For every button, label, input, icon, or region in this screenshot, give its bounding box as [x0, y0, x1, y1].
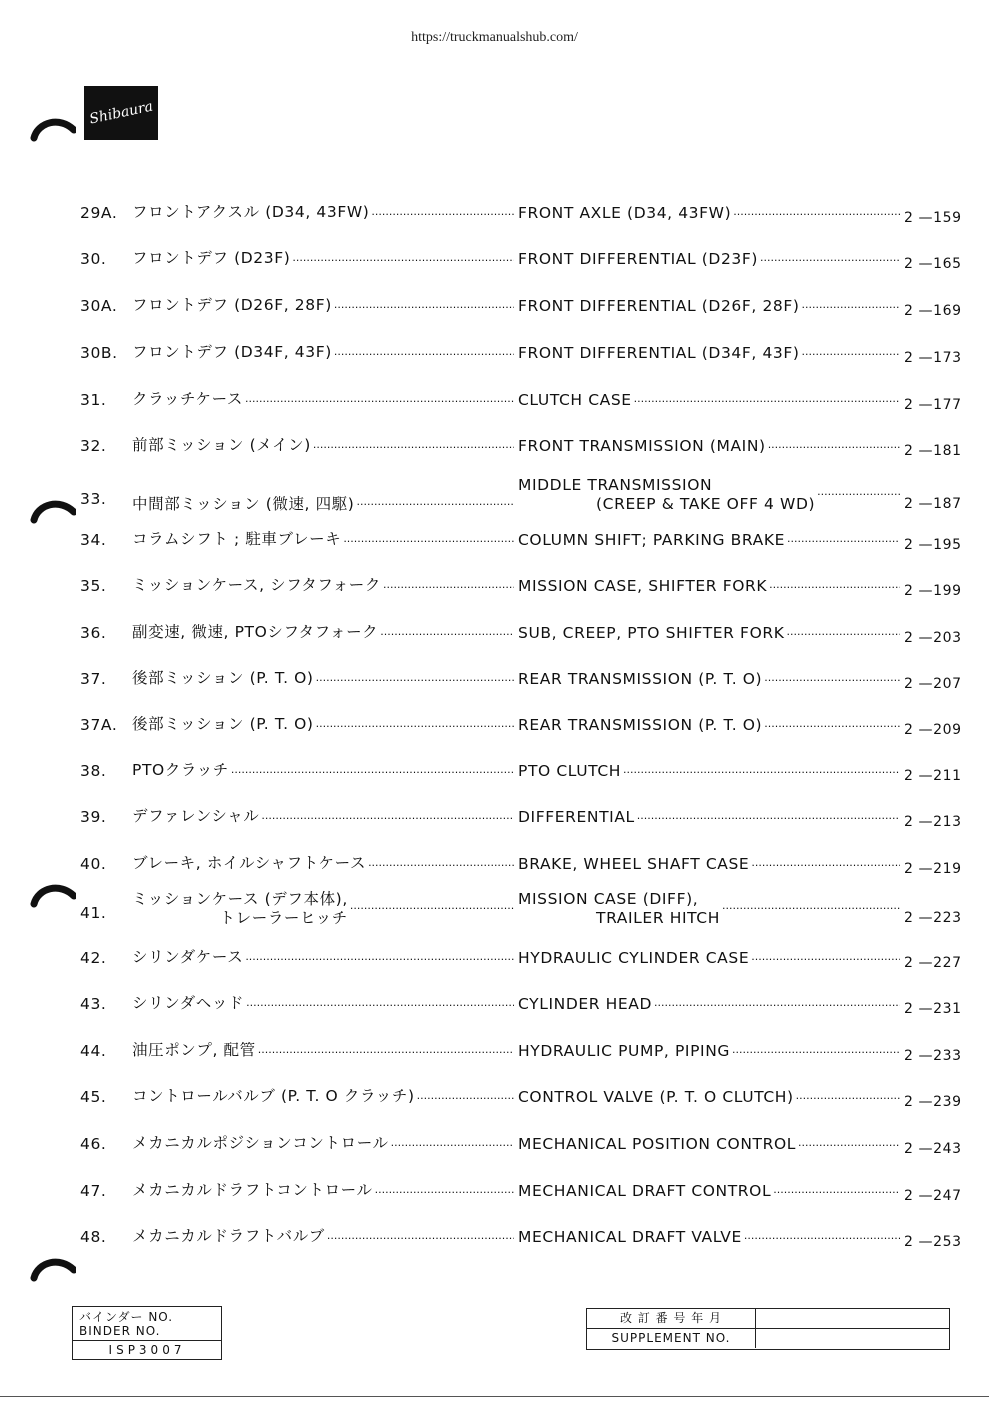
- toc-japanese-title-line1: ミッションケース (デフ本体),: [132, 890, 348, 908]
- dot-leader: [350, 902, 514, 916]
- dot-leader: [261, 812, 514, 826]
- punch-hole-icon: [30, 1252, 76, 1282]
- toc-page-number[interactable]: 2 —177: [904, 397, 962, 413]
- dot-leader: [371, 208, 514, 222]
- dot-leader: [769, 581, 900, 595]
- toc-row: [80, 656, 960, 696]
- dot-leader: [798, 1139, 900, 1153]
- dot-leader: [764, 720, 900, 734]
- toc-section-number: 32.: [80, 437, 107, 455]
- binder-label-en: BINDER NO.: [79, 1324, 161, 1338]
- binder-code: ISP3007: [108, 1343, 186, 1357]
- supplement-label-jp: 改 訂 番 号 年 月: [587, 1309, 756, 1329]
- toc-row: [80, 935, 960, 975]
- dot-leader: [417, 1092, 514, 1106]
- toc-japanese-title: 後部ミッション (P. T. O) ·····: [132, 712, 516, 734]
- toc-row: [80, 283, 960, 323]
- toc-section-number: 43.: [80, 995, 107, 1013]
- binder-number-box: [72, 1306, 222, 1360]
- toc-page-number[interactable]: 2 —223: [904, 910, 962, 926]
- toc-row: [80, 702, 960, 742]
- toc-section-number: 30.: [80, 250, 107, 268]
- toc-english-title: PTO CLUTCH ·····: [518, 762, 902, 780]
- toc-row: [80, 981, 960, 1021]
- shibaura-logo: [84, 86, 158, 140]
- logo-text: Shibaura: [87, 98, 155, 128]
- toc-japanese-title: コントロールバルブ (P. T. O クラッチ) ·····: [132, 1084, 516, 1106]
- toc-japanese-title: デファレンシャル ·····: [132, 804, 516, 826]
- toc-page-number[interactable]: 2 —227: [904, 955, 962, 971]
- toc-row: [80, 882, 960, 930]
- dot-leader: [391, 1139, 514, 1153]
- toc-english-title: HYDRAULIC PUMP, PIPING ·····: [518, 1042, 902, 1060]
- toc-english-title: REAR TRANSMISSION (P. T. O) ·····: [518, 716, 902, 734]
- toc-english-title: BRAKE, WHEEL SHAFT CASE ·····: [518, 855, 902, 873]
- toc-page-number[interactable]: 2 —173: [904, 350, 962, 366]
- toc-japanese-title: フロントデフ (D23F) ·····: [132, 246, 516, 268]
- supplement-label-en: SUPPLEMENT NO.: [587, 1329, 756, 1348]
- dot-leader: [796, 1092, 900, 1106]
- toc-row: [80, 748, 960, 788]
- toc-row: [80, 841, 960, 881]
- toc-japanese-title: メカニカルポジションコントロール ·····: [132, 1131, 516, 1153]
- toc-japanese-title: ミッションケース, シフタフォーク ·····: [132, 573, 516, 595]
- toc-section-number: 33.: [80, 490, 107, 508]
- toc-row: [80, 468, 960, 516]
- dot-leader: [773, 1186, 900, 1200]
- toc-japanese-title: [132, 890, 516, 928]
- dot-leader: [313, 441, 514, 455]
- dot-leader: [817, 488, 900, 502]
- toc-page-number[interactable]: 2 —233: [904, 1048, 962, 1064]
- toc-section-number: 39.: [80, 808, 107, 826]
- toc-page-number[interactable]: 2 —199: [904, 583, 962, 599]
- toc-page-number[interactable]: 2 —207: [904, 676, 962, 692]
- toc-row: [80, 236, 960, 276]
- toc-row: [80, 377, 960, 417]
- toc-japanese-title: 中間部ミッション (微速, 四駆) ·····: [132, 495, 516, 514]
- toc-english-title: MECHANICAL POSITION CONTROL ·····: [518, 1135, 902, 1153]
- toc-page-number[interactable]: 2 —169: [904, 303, 962, 319]
- toc-section-number: 46.: [80, 1135, 107, 1153]
- toc-section-number: 37.: [80, 670, 107, 688]
- toc-japanese-title: 前部ミッション (メイン) ·····: [132, 433, 516, 455]
- dot-leader: [802, 348, 900, 362]
- dot-leader: [768, 441, 900, 455]
- dot-leader: [380, 628, 514, 642]
- dot-leader: [744, 1232, 900, 1246]
- toc-section-number: 37A.: [80, 716, 118, 734]
- toc-english-title: MECHANICAL DRAFT VALVE ·····: [518, 1228, 902, 1246]
- toc-english-title: FRONT DIFFERENTIAL (D26F, 28F) ·····: [518, 297, 902, 315]
- toc-page-number[interactable]: 2 —219: [904, 861, 962, 877]
- toc-section-number: 34.: [80, 531, 107, 549]
- source-url[interactable]: https://truckmanualshub.com/: [411, 30, 578, 45]
- toc-english-title: CLUTCH CASE ·····: [518, 391, 902, 409]
- dot-leader: [292, 254, 514, 268]
- dot-leader: [245, 395, 514, 409]
- toc-japanese-title: 後部ミッション (P. T. O) ·····: [132, 666, 516, 688]
- supplement-box: [586, 1308, 950, 1350]
- dot-leader: [383, 581, 514, 595]
- dot-leader: [637, 812, 900, 826]
- toc-japanese-title: クラッチケース ·····: [132, 387, 516, 409]
- toc-english-title: FRONT DIFFERENTIAL (D34F, 43F) ·····: [518, 344, 902, 362]
- toc-japanese-title: シリンダケース ·····: [132, 945, 516, 967]
- toc-page-number[interactable]: 2 —159: [904, 210, 962, 226]
- toc-page-number[interactable]: 2 —211: [904, 768, 962, 784]
- toc-english-title: CYLINDER HEAD ·····: [518, 995, 902, 1013]
- dot-leader: [343, 535, 514, 549]
- toc-row: [80, 1028, 960, 1068]
- toc-english-title-line2: TRAILER HITCH: [596, 909, 720, 927]
- toc-section-number: 36.: [80, 624, 107, 642]
- dot-leader: [231, 766, 514, 780]
- toc-section-number: 31.: [80, 391, 107, 409]
- dot-leader: [623, 766, 900, 780]
- toc-page-number[interactable]: 2 —187: [904, 496, 962, 512]
- toc-section-number: 41.: [80, 904, 107, 922]
- dot-leader: [334, 301, 514, 315]
- dot-leader: [356, 498, 514, 512]
- toc-japanese-title: ブレーキ, ホイルシャフトケース ·····: [132, 851, 516, 873]
- toc-page-number[interactable]: 2 —203: [904, 630, 962, 646]
- toc-english-title-line1: MISSION CASE (DIFF),: [518, 890, 699, 908]
- dot-leader: [722, 902, 900, 916]
- dot-leader: [334, 348, 514, 362]
- toc-english-title: [518, 476, 902, 514]
- toc-page-number[interactable]: 2 —243: [904, 1141, 962, 1157]
- toc-english-title-line1: MIDDLE TRANSMISSION: [518, 476, 713, 494]
- toc-japanese-title: 副変速, 微速, PTOシフタフォーク ·····: [132, 620, 516, 642]
- supplement-divider: [755, 1328, 949, 1329]
- dot-leader: [245, 953, 514, 967]
- dot-leader: [751, 953, 900, 967]
- dot-leader: [751, 859, 900, 873]
- toc-japanese-title: フロントアクスル (D34, 43FW) ·····: [132, 200, 516, 222]
- toc-english-title: MECHANICAL DRAFT CONTROL ·····: [518, 1182, 902, 1200]
- toc-row: [80, 1168, 960, 1208]
- toc-section-number: 29A.: [80, 204, 118, 222]
- toc-japanese-title: メカニカルドラフトコントロール ·····: [132, 1178, 516, 1200]
- toc-page-number[interactable]: 2 —253: [904, 1234, 962, 1250]
- dot-leader: [316, 720, 514, 734]
- page-bottom-rule: [0, 1396, 989, 1397]
- punch-hole-icon: [30, 878, 76, 908]
- toc-english-title: SUB, CREEP, PTO SHIFTER FORK ·····: [518, 624, 902, 642]
- toc-japanese-title: コラムシフト ; 駐車ブレーキ ·····: [132, 527, 516, 549]
- dot-leader: [764, 674, 900, 688]
- punch-hole-icon: [30, 494, 76, 524]
- toc-japanese-title: シリンダヘッド ·····: [132, 991, 516, 1013]
- toc-page-number[interactable]: 2 —247: [904, 1188, 962, 1204]
- toc-row: [80, 517, 960, 557]
- toc-english-title: DIFFERENTIAL ·····: [518, 808, 902, 826]
- toc-japanese-title: フロントデフ (D26F, 28F) ·····: [132, 293, 516, 315]
- toc-row: [80, 563, 960, 603]
- toc-section-number: 30B.: [80, 344, 118, 362]
- toc-japanese-title: フロントデフ (D34F, 43F) ·····: [132, 340, 516, 362]
- toc-english-title: CONTROL VALVE (P. T. O CLUTCH) ·····: [518, 1088, 902, 1106]
- toc-section-number: 35.: [80, 577, 107, 595]
- dot-leader: [733, 208, 900, 222]
- toc-page-number[interactable]: 2 —239: [904, 1094, 962, 1110]
- dot-leader: [732, 1046, 900, 1060]
- toc-row: [80, 330, 960, 370]
- dot-leader: [802, 301, 900, 315]
- toc-english-title: MISSION CASE, SHIFTER FORK ·····: [518, 577, 902, 595]
- toc-english-title: FRONT AXLE (D34, 43FW) ·····: [518, 204, 902, 222]
- dot-leader: [258, 1046, 514, 1060]
- toc-page-number[interactable]: 2 —231: [904, 1001, 962, 1017]
- toc-page-number[interactable]: 2 —165: [904, 256, 962, 272]
- toc-japanese-title: PTOクラッチ ·····: [132, 758, 516, 780]
- toc-row: [80, 190, 960, 230]
- toc-english-title: FRONT TRANSMISSION (MAIN) ·····: [518, 437, 902, 455]
- toc-english-title: REAR TRANSMISSION (P. T. O) ·····: [518, 670, 902, 688]
- dot-leader: [246, 999, 514, 1013]
- binder-label-jp: バインダー NO.: [79, 1310, 174, 1324]
- toc-page-number[interactable]: 2 —213: [904, 814, 962, 830]
- toc-section-number: 45.: [80, 1088, 107, 1106]
- toc-row: [80, 1074, 960, 1114]
- dot-leader: [787, 628, 900, 642]
- dot-leader: [316, 674, 514, 688]
- toc-section-number: 30A.: [80, 297, 118, 315]
- toc-row: [80, 794, 960, 834]
- dot-leader: [654, 999, 900, 1013]
- toc-page-number[interactable]: 2 —195: [904, 537, 962, 553]
- toc-section-number: 42.: [80, 949, 107, 967]
- toc-section-number: 48.: [80, 1228, 107, 1246]
- toc-english-title-line2: (CREEP & TAKE OFF 4 WD): [596, 495, 816, 513]
- toc-row: [80, 1214, 960, 1254]
- dot-leader: [760, 254, 900, 268]
- toc-english-title: COLUMN SHIFT; PARKING BRAKE ·····: [518, 531, 902, 549]
- toc-section-number: 47.: [80, 1182, 107, 1200]
- toc-page-number[interactable]: 2 —209: [904, 722, 962, 738]
- dot-leader: [787, 535, 900, 549]
- punch-hole-icon: [30, 112, 76, 142]
- dot-leader: [634, 395, 900, 409]
- toc-row: [80, 423, 960, 463]
- toc-english-title: FRONT DIFFERENTIAL (D23F) ·····: [518, 250, 902, 268]
- toc-row: [80, 610, 960, 650]
- toc-section-number: 44.: [80, 1042, 107, 1060]
- toc-japanese-title-line2: トレーラーヒッチ: [219, 909, 348, 927]
- toc-row: [80, 1121, 960, 1161]
- toc-japanese-title: メカニカルドラフトバルブ ·····: [132, 1224, 516, 1246]
- toc-section-number: 40.: [80, 855, 107, 873]
- dot-leader: [375, 1186, 514, 1200]
- dot-leader: [327, 1232, 514, 1246]
- dot-leader: [368, 859, 514, 873]
- toc-page-number[interactable]: 2 —181: [904, 443, 962, 459]
- toc-section-number: 38.: [80, 762, 107, 780]
- toc-japanese-title: 油圧ポンプ, 配管 ·····: [132, 1038, 516, 1060]
- toc-english-title: HYDRAULIC CYLINDER CASE ·····: [518, 949, 902, 967]
- toc-english-title: [518, 890, 902, 928]
